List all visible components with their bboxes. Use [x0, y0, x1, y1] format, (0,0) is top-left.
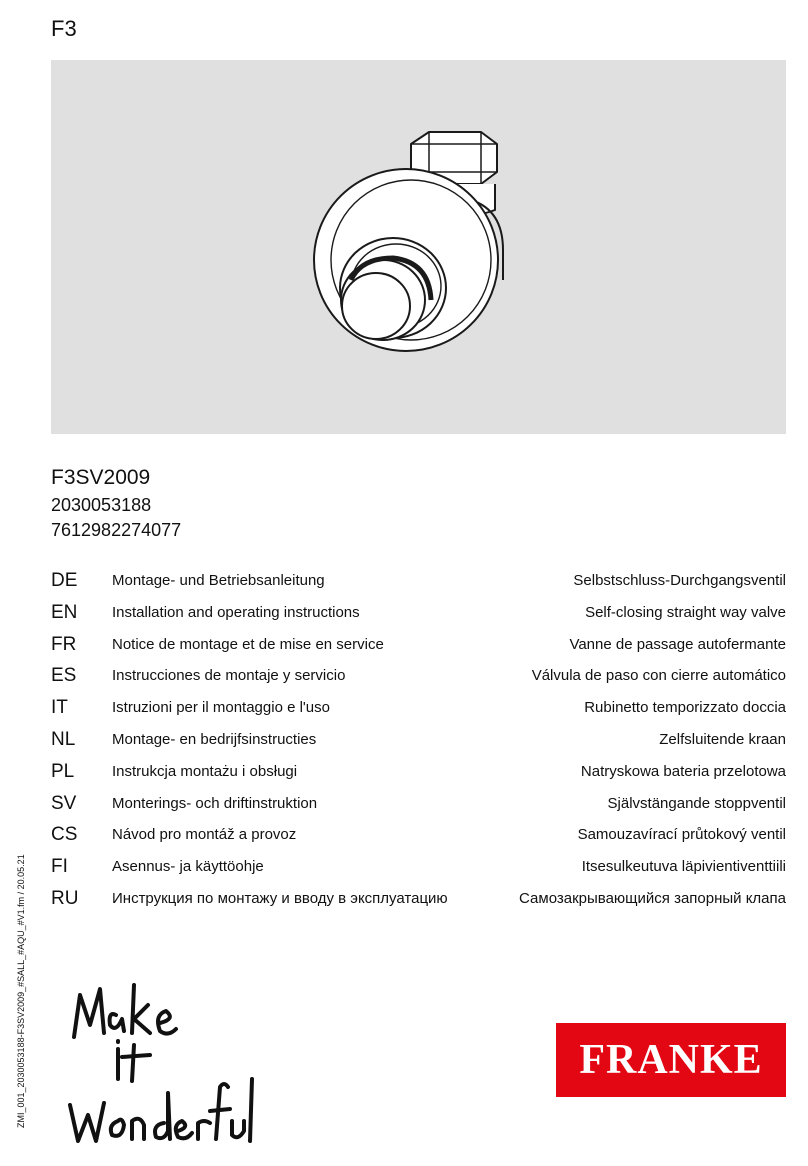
ean-code: 7612982274077 [51, 520, 182, 540]
document-title: Instrukcja montażu i obsługi [112, 762, 298, 780]
product-name: Självstängande stoppventil [607, 794, 786, 812]
document-title: Notice de montage et de mise en service [112, 635, 384, 653]
language-row-cs [51, 824, 786, 856]
language-code: NL [51, 728, 76, 750]
language-code: FR [51, 633, 77, 655]
product-illustration [51, 60, 786, 434]
language-code: DE [51, 570, 78, 591]
language-row-ru [51, 888, 786, 920]
language-list [51, 570, 786, 920]
product-name: Zelfsluitende kraan [659, 730, 786, 748]
product-name: Self-closing straight way valve [585, 603, 786, 621]
language-row-fr [51, 634, 786, 666]
product-name: Válvula de paso con cierre automático [531, 667, 786, 685]
language-row-es [51, 665, 786, 697]
language-code: CS [51, 824, 78, 846]
language-row-nl [51, 729, 786, 761]
document-title: Monterings- och driftinstruktion [112, 794, 318, 812]
language-code: RU [51, 887, 79, 909]
product-name: Natryskowa bateria przelotowa [580, 762, 786, 780]
document-title: Istruzioni per il montaggio e l'uso [112, 699, 330, 717]
document-title: Návod pro montáž a provoz [112, 826, 297, 844]
language-row-it [51, 697, 786, 729]
product-name: Rubinetto temporizzato doccia [584, 699, 786, 717]
language-code: PL [51, 760, 75, 782]
language-row-sv [51, 793, 786, 825]
product-name: Selbstschluss-Durchgangsventil [573, 572, 786, 589]
language-code: ES [51, 665, 77, 687]
document-title: Asennus- ja käyttöohje [112, 858, 264, 876]
language-code: IT [51, 697, 68, 719]
brand-logo: FRANKE [556, 1023, 786, 1097]
language-row-de [51, 570, 786, 602]
series-title: F3 [51, 16, 77, 41]
model-number: F3SV2009 [51, 466, 151, 489]
product-name: Самозакрывающийся запорный клапа [519, 889, 786, 907]
language-row-pl [51, 761, 786, 793]
language-row-fi [51, 856, 786, 888]
document-title: Montage- und Betriebsanleitung [112, 572, 325, 589]
article-number: 2030053188 [51, 495, 152, 515]
document-title: Montage- en bedrijfsinstructies [112, 730, 317, 748]
language-code: FI [51, 856, 68, 878]
product-name: Samouzavírací průtokový ventil [577, 826, 786, 844]
product-name: Itsesulkeutuva läpivientiventtiili [581, 858, 786, 876]
product-name: Vanne de passage autofermante [569, 635, 786, 653]
document-title: Instrucciones de montaje y servicio [112, 667, 346, 685]
slogan-handwriting [60, 975, 260, 1160]
document-reference: ZMI_001_2030053188-F3SV2009_#SALL_#AQU_#V1.fm / 20.05.21 [16, 854, 26, 1128]
valve-drawing [51, 60, 786, 434]
document-title: Инструкция по монтажу и вводу в эксплуатацию [112, 889, 448, 907]
slogan-script-graphic [60, 975, 260, 1155]
language-code: SV [51, 792, 77, 814]
language-code: EN [51, 601, 78, 623]
language-row-en [51, 602, 786, 634]
document-title: Installation and operating instructions [112, 603, 360, 621]
